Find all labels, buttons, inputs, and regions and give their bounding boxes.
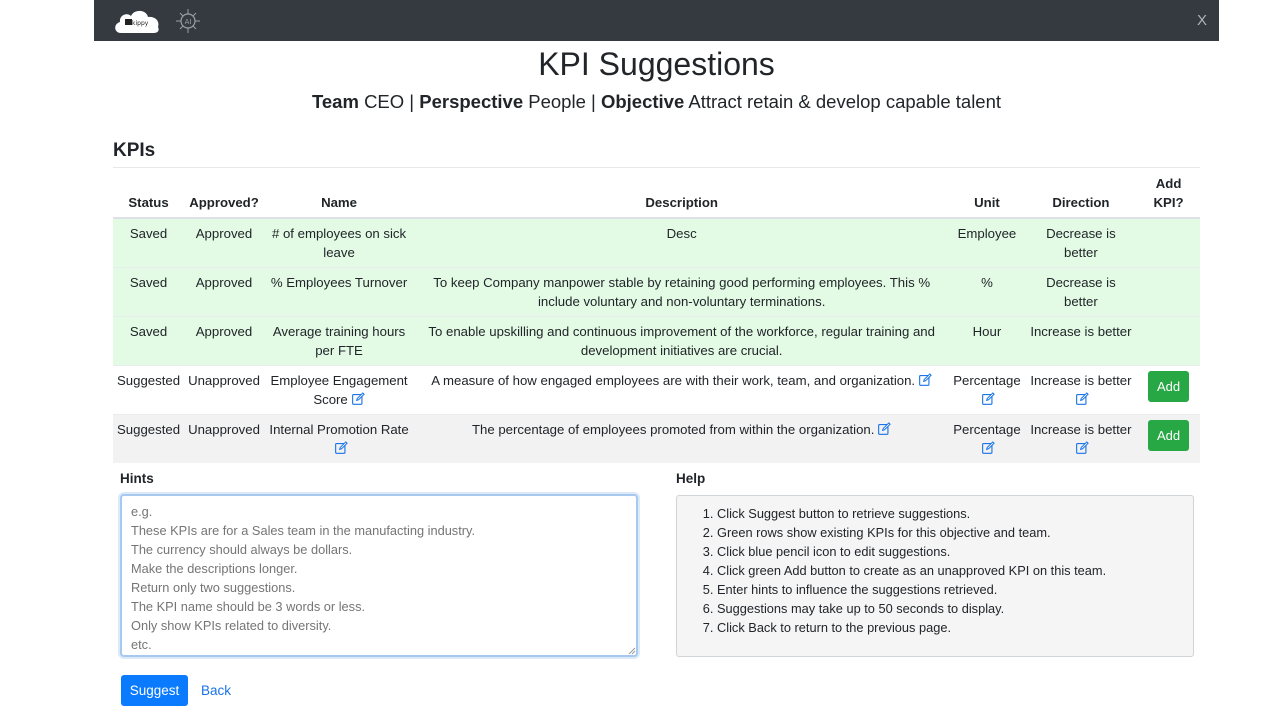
add-cell: [1137, 218, 1200, 268]
add-cell: [1137, 366, 1200, 415]
direction-cell: [1025, 366, 1137, 415]
close-button[interactable]: X: [1196, 12, 1207, 29]
kippy-logo[interactable]: [112, 7, 162, 35]
edit-pencil-icon[interactable]: [878, 422, 891, 435]
edit-pencil-icon[interactable]: [1076, 441, 1089, 454]
unit-cell: Employee: [949, 218, 1024, 268]
approved-cell: Approved: [184, 268, 264, 317]
description-text: A measure of how engaged employees are with their work, team, and organization.: [431, 373, 916, 388]
name-cell: Average training hours per FTE: [264, 317, 414, 366]
logo-text: kippy: [132, 20, 149, 27]
edit-pencil-icon[interactable]: [1076, 392, 1089, 405]
status-cell: Saved: [113, 317, 184, 366]
unit-cell: [949, 366, 1024, 415]
description-cell: To enable upskilling and continuous improvement of the workforce, regular training and development initiatives are crucial.: [414, 317, 949, 366]
back-link[interactable]: Back: [201, 683, 232, 698]
hints-textarea[interactable]: [120, 494, 638, 657]
add-cell: [1137, 415, 1200, 464]
table-header-row: [113, 170, 1200, 218]
help-item: 1. Click Suggest button to retrieve suggestions.: [717, 504, 1193, 523]
separator: |: [409, 91, 415, 112]
column-header-unit: Unit: [949, 170, 1024, 218]
help-item: 4. Click green Add button to create as an unapproved KPI on this team.: [717, 561, 1193, 580]
edit-pencil-icon[interactable]: [352, 392, 365, 405]
table-row: [113, 317, 1200, 366]
approved-cell: Approved: [184, 218, 264, 268]
edit-pencil-icon[interactable]: [919, 373, 932, 386]
context-line: [94, 91, 1219, 113]
help-item: 6. Suggestions may take up to 50 seconds to display.: [717, 599, 1193, 618]
perspective-label: Perspective: [419, 91, 524, 112]
add-kpi-button[interactable]: Add: [1148, 420, 1189, 451]
description-cell: [414, 415, 949, 464]
name-text: Internal Promotion Rate: [269, 422, 409, 437]
table-row: [113, 218, 1200, 268]
description-cell: To keep Company manpower stable by retaining good performing employees. This % include voluntary and non-voluntary terminations.: [414, 268, 949, 317]
name-cell: # of employees on sick leave: [264, 218, 414, 268]
approved-cell: Unapproved: [184, 366, 264, 415]
ai-chip-icon: [174, 9, 202, 33]
description-text: The percentage of employees promoted from within the organization.: [471, 422, 875, 437]
team-label: Team: [311, 91, 359, 112]
status-cell: Suggested: [113, 366, 184, 415]
help-item: 7. Click Back to return to the previous page.: [717, 618, 1193, 637]
name-text: Employee Engagement Score: [270, 373, 408, 407]
help-panel: [676, 495, 1194, 657]
unit-cell: [949, 415, 1024, 464]
page-title: KPI Suggestions: [538, 46, 775, 82]
edit-pencil-icon[interactable]: [982, 441, 995, 454]
table-row: [113, 268, 1200, 317]
column-header-add: Add KPI?: [1137, 170, 1200, 218]
direction-cell: Increase is better: [1025, 317, 1137, 366]
direction-text: Increase is better: [1030, 422, 1132, 437]
status-cell: Saved: [113, 218, 184, 268]
resize-grip-icon[interactable]: [628, 647, 636, 655]
name-cell: % Employees Turnover: [264, 268, 414, 317]
status-cell: Suggested: [113, 415, 184, 464]
kpi-table: [113, 170, 1200, 463]
table-row: [113, 366, 1200, 415]
unit-cell: %: [949, 268, 1024, 317]
add-kpi-button[interactable]: Add: [1148, 371, 1189, 402]
help-item: 2. Green rows show existing KPIs for this objective and team.: [717, 523, 1193, 542]
column-header-direction: Direction: [1025, 170, 1137, 218]
status-cell: Saved: [113, 268, 184, 317]
kpis-section-title: KPIs: [113, 140, 156, 161]
ai-badge-text: AI: [184, 18, 192, 26]
suggest-button[interactable]: Suggest: [121, 675, 188, 706]
unit-text: Percentage: [953, 373, 1021, 388]
direction-text: Increase is better: [1030, 373, 1132, 388]
hints-label: Hints: [120, 471, 154, 486]
help-list: [677, 504, 1193, 637]
perspective-value: People: [528, 91, 586, 112]
add-cell: [1137, 317, 1200, 366]
add-cell: [1137, 268, 1200, 317]
section-divider: [113, 167, 1200, 168]
name-cell: [264, 366, 414, 415]
help-item: 3. Click blue pencil icon to edit suggestions.: [717, 542, 1193, 561]
separator: |: [591, 91, 596, 112]
direction-cell: Decrease is better: [1025, 218, 1137, 268]
description-cell: [414, 366, 949, 415]
edit-pencil-icon[interactable]: [335, 441, 348, 454]
unit-cell: Hour: [949, 317, 1024, 366]
unit-text: Percentage: [953, 422, 1021, 437]
direction-cell: Decrease is better: [1025, 268, 1137, 317]
column-header-description: Description: [414, 170, 949, 218]
edit-pencil-icon[interactable]: [982, 392, 995, 405]
objective-value: Attract retain & develop capable talent: [688, 91, 1002, 112]
approved-cell: Approved: [184, 317, 264, 366]
column-header-status: Status: [113, 170, 184, 218]
table-row: [113, 415, 1200, 464]
objective-label: Objective: [600, 91, 685, 112]
help-label: Help: [676, 471, 706, 486]
column-header-name: Name: [264, 170, 414, 218]
name-cell: [264, 415, 414, 464]
column-header-approved: Approved?: [184, 170, 264, 218]
description-cell: Desc: [414, 218, 949, 268]
help-item: 5. Enter hints to influence the suggestions retrieved.: [717, 580, 1193, 599]
direction-cell: [1025, 415, 1137, 464]
team-value: CEO: [364, 91, 405, 112]
top-navbar: [94, 0, 1219, 41]
approved-cell: Unapproved: [184, 415, 264, 464]
